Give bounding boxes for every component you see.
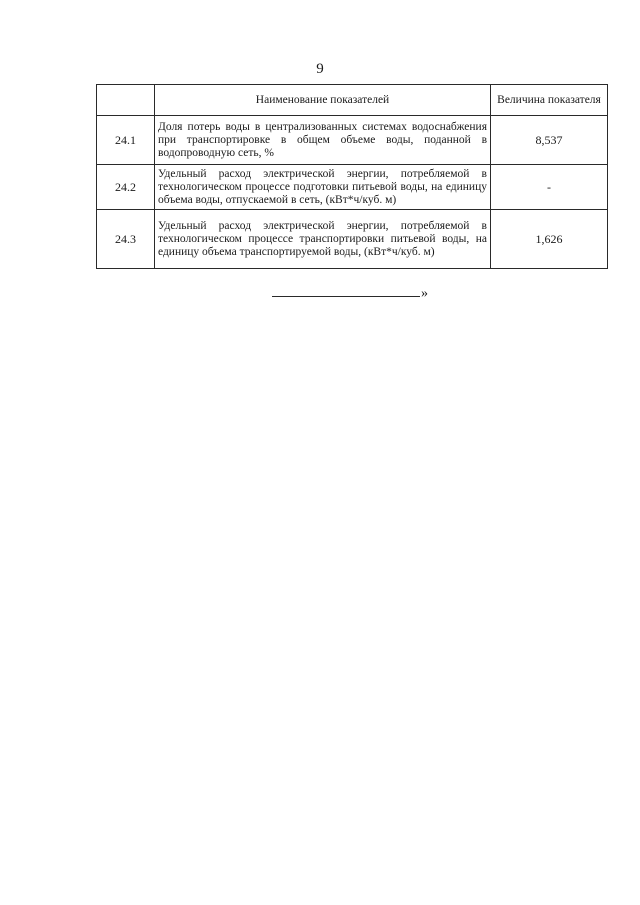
signature-rule [272,286,420,297]
closing-quote-mark: » [421,286,428,301]
row-number: 24.3 [97,210,155,269]
row-value: - [491,165,608,210]
closing-line [272,286,428,302]
row-name: Удельный расход электрической энергии, потребляемой в технологическом процессе подготовки питьевой воды, на единицу объема воды, отпускаемой в сеть, (кВт*ч/куб. м) [155,165,491,210]
row-name: Доля потерь воды в централизованных системах водоснабжения при транспортировке в общем объеме воды, поданной в водопроводную сеть, % [155,116,491,165]
header-name-cell: Наименование показателей [155,85,491,116]
header-number-cell [97,85,155,116]
row-number: 24.2 [97,165,155,210]
row-name: Удельный расход электрической энергии, потребляемой в технологическом процессе транспортировки питьевой воды, на единицу объема транспортируемой воды, (кВт*ч/куб. м) [155,210,491,269]
row-value: 1,626 [491,210,608,269]
row-value: 8,537 [491,116,608,165]
header-value-cell: Величина показателя [491,85,608,116]
table-row [97,165,608,210]
table-header-row [97,85,608,116]
indicators-table [96,84,608,269]
page-number: 9 [316,61,324,77]
table-row [97,210,608,269]
row-number: 24.1 [97,116,155,165]
table-row [97,116,608,165]
